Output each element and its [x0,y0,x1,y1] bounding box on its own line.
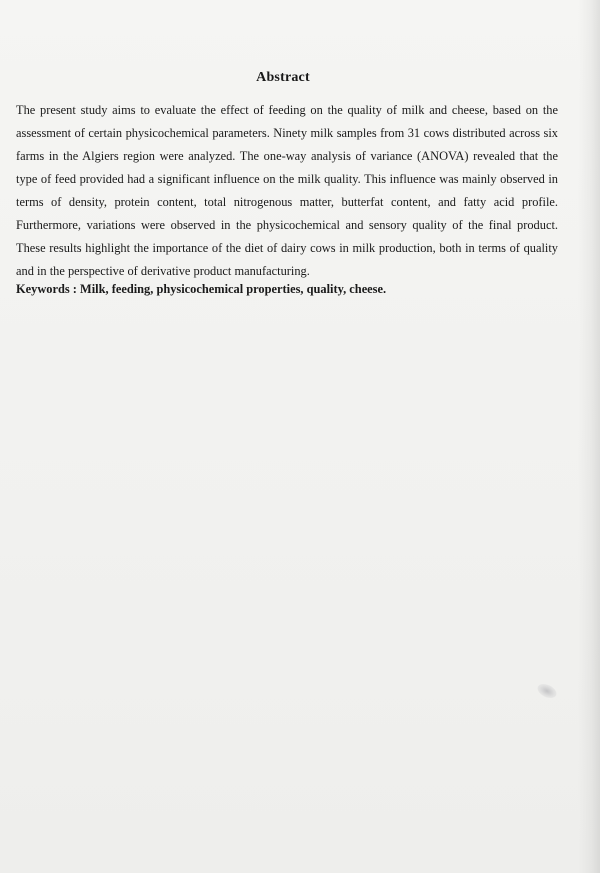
page-shadow-edge [578,0,600,873]
abstract-title: Abstract [256,70,310,85]
keywords-line [16,280,558,298]
abstract-body: The present study aims to evaluate the effect of feeding on the quality of milk and cheese, based on the assessment of certain physicochemical parameters. Ninety milk samples from 31 cows distributed across six farms in the Algiers region were analyzed. The one-way analysis of variance (ANOVA) revealed that the type of feed provided had a significant influence on the milk quality. This influence was mainly observed in terms of density, protein content, total nitrogenous matter, butterfat content, and fatty acid profile. Furthermore, variations were observed in the physicochemical and sensory quality of the final product. These results highlight the importance of the diet of dairy cows in milk production, both in terms of quality and in the perspective of derivative product manufacturing. [16,103,558,278]
keywords-list: Milk, feeding, physicochemical properties, quality, cheese. [80,282,387,296]
scan-smudge-mark [535,681,558,700]
keywords-label: Keywords : [16,282,77,296]
